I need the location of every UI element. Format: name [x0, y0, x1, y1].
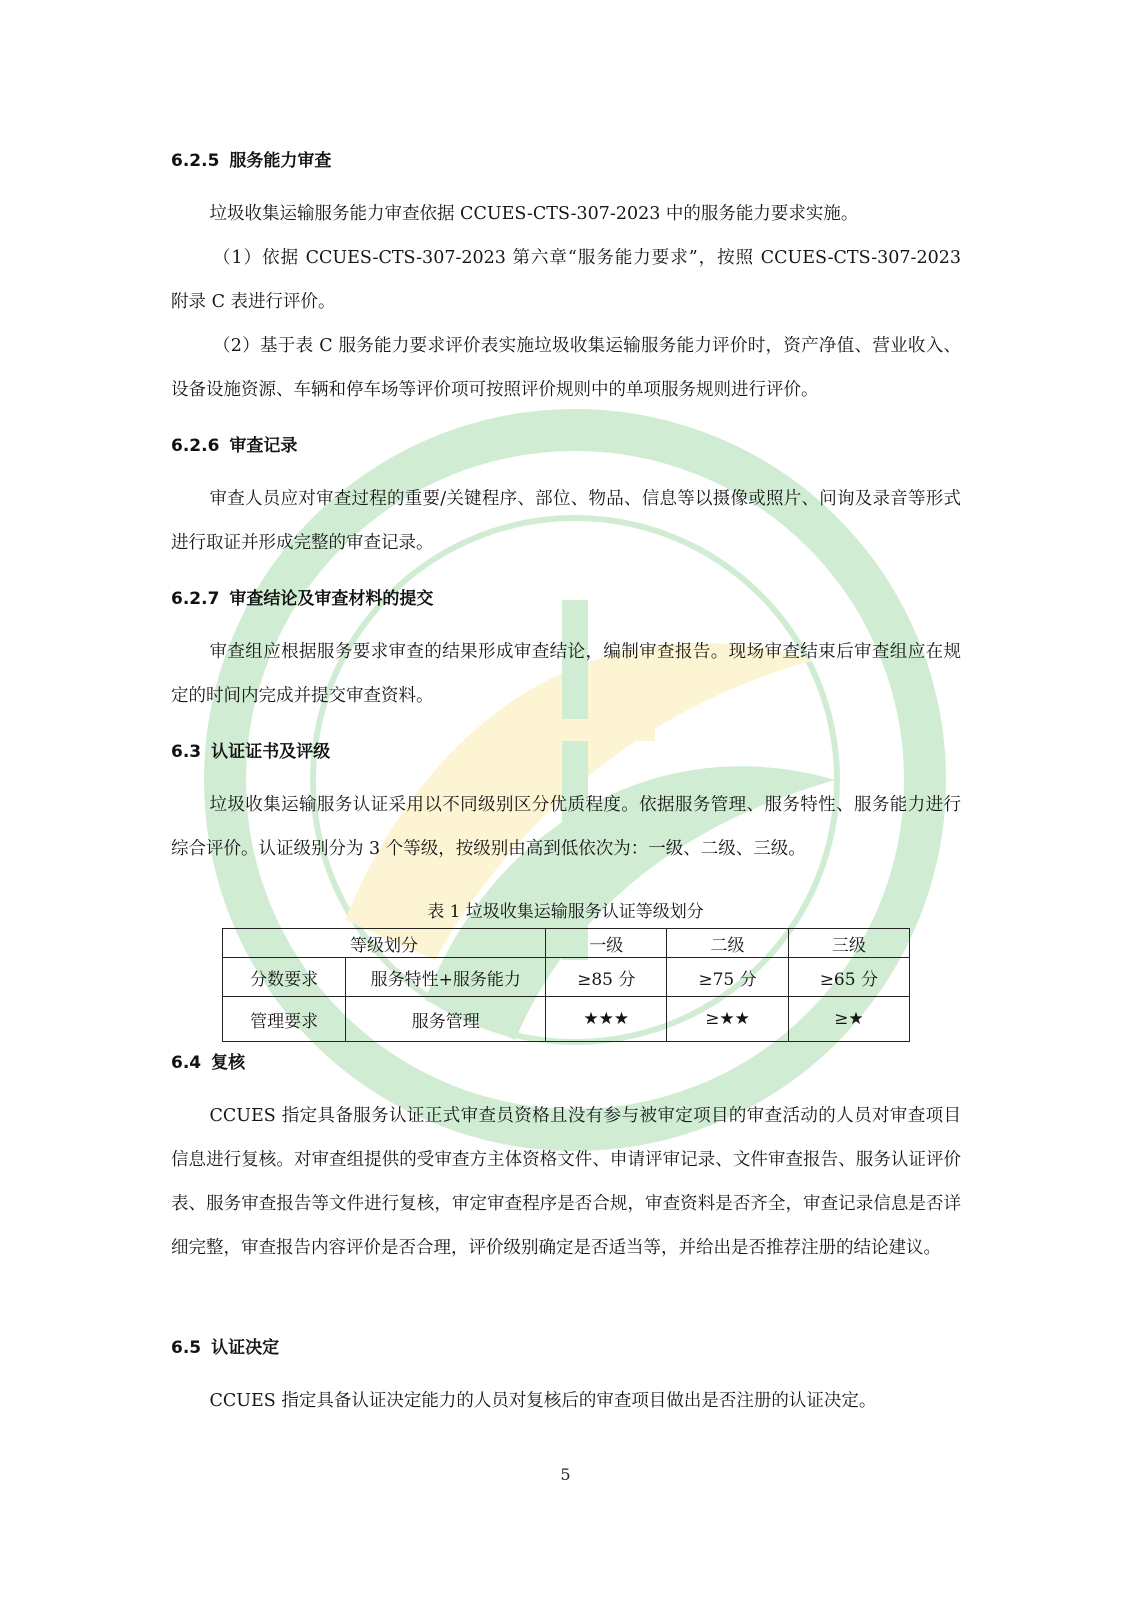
- header-cell: 三级: [788, 929, 909, 958]
- table-row: [223, 997, 910, 1042]
- heading-title: 服务能力审查: [229, 151, 332, 171]
- header-cell: 等级划分: [223, 929, 546, 958]
- table-row: [223, 958, 910, 997]
- heading-title: 认证证书及评级: [211, 742, 331, 762]
- heading-6-2-5: [171, 146, 331, 171]
- heading-title: 审查记录: [229, 436, 298, 456]
- table-header-row: [223, 929, 910, 958]
- heading-title: 复核: [211, 1053, 246, 1073]
- heading-6-2-7: [171, 584, 433, 609]
- paragraph: 垃圾收集运输服务能力审查依据 CCUES-CTS-307-2023 中的服务能力要求实施。: [209, 204, 859, 224]
- heading-number: 6.2.6: [171, 436, 220, 456]
- header-cell: 二级: [667, 929, 788, 958]
- table-cell: 管理要求: [223, 997, 346, 1042]
- table-cell: 分数要求: [223, 958, 346, 997]
- heading-6-5: [171, 1333, 279, 1358]
- header-cell: 一级: [546, 929, 667, 958]
- heading-title: 认证决定: [211, 1338, 280, 1358]
- heading-6-2-6: [171, 431, 297, 456]
- paragraph: 审查组应根据服务要求审查的结果形成审查结论，编制审查报告。现场审查结束后审查组应在规定的时间内完成并提交审查资料。: [171, 642, 961, 706]
- heading-number: 6.2.7: [171, 589, 220, 609]
- paragraph: （1）依据 CCUES-CTS-307-2023 第六章“服务能力要求”，按照 CCUES-CTS-307-2023 附录 C 表进行评价。: [171, 248, 961, 312]
- table-cell: ≥75 分: [667, 958, 788, 997]
- table-cell: ≥★: [788, 997, 909, 1042]
- page-number: 5: [560, 1465, 571, 1484]
- heading-title: 审查结论及审查材料的提交: [229, 589, 434, 609]
- table-cell: 服务特性+服务能力: [346, 958, 546, 997]
- heading-number: 6.3: [171, 742, 202, 762]
- heading-number: 6.2.5: [171, 151, 220, 171]
- table-cell: ★★★: [546, 997, 667, 1042]
- paragraph: 审查人员应对审查过程的重要/关键程序、部位、物品、信息等以摄像或照片、问询及录音等形式进行取证并形成完整的审查记录。: [171, 489, 961, 553]
- paragraph: CCUES 指定具备认证决定能力的人员对复核后的审查项目做出是否注册的认证决定。: [209, 1391, 877, 1411]
- heading-6-3: [171, 737, 330, 762]
- paragraph: 垃圾收集运输服务认证采用以不同级别区分优质程度。依据服务管理、服务特性、服务能力进行综合评价。认证级别分为 3 个等级，按级别由高到低依次为：一级、二级、三级。: [171, 795, 961, 859]
- heading-number: 6.4: [171, 1053, 202, 1073]
- table-cell: ≥85 分: [546, 958, 667, 997]
- table-cell: 服务管理: [346, 997, 546, 1042]
- paragraph: CCUES 指定具备服务认证正式审查员资格且没有参与被审定项目的审查活动的人员对审查项目信息进行复核。对审查组提供的受审查方主体资格文件、申请评审记录、文件审查报告、服务认证评价表、服务审查报告等文件进行复核，审定审查程序是否合规，审查资料是否齐全，审查记录信息是否详细完整，审查报告内容评价是否合理，评价级别确定是否适当等，并给出是否推荐注册的结论建议。: [171, 1106, 961, 1258]
- paragraph: （2）基于表 C 服务能力要求评价表实施垃圾收集运输服务能力评价时，资产净值、营业收入、设备设施资源、车辆和停车场等评价项可按照评价规则中的单项服务规则进行评价。: [171, 336, 961, 400]
- heading-6-4: [171, 1048, 245, 1073]
- heading-number: 6.5: [171, 1338, 202, 1358]
- grade-table: [222, 928, 910, 1042]
- table-cell: ≥★★: [667, 997, 788, 1042]
- table-caption: 表 1 垃圾收集运输服务认证等级划分: [427, 902, 704, 922]
- table-cell: ≥65 分: [788, 958, 909, 997]
